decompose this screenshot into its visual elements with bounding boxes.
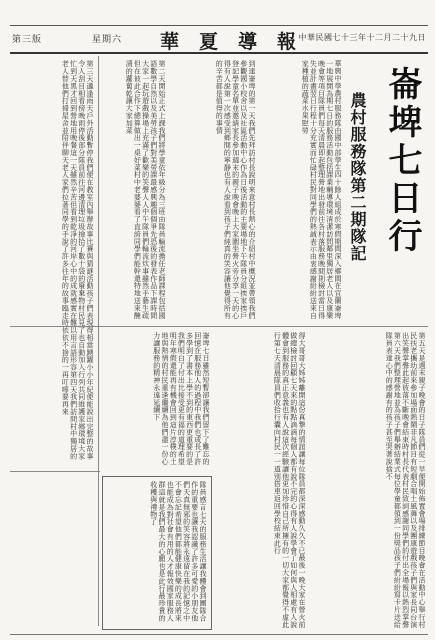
text-line: 後的發表作品下課時間大家一起玩遊戲操場上充滿了歡樂的笑聲人人 [141,60,158,319]
article-title: 崙埤七日行 [382,66,422,256]
text-line: 拉著同學的手說了許多往年的故事臨走時依依不捨的一再叮嚀要再來 [61,193,70,416]
text-line: 地與熱情的村民重逢繼續為他們盡一份心力讓服務的精神永遠延續下 [152,332,169,466]
text-line: 中午隊員們輪流炊事雖然手藝生疏但在彼此合作下總算做出一桌好菜 [133,60,150,319]
text-line: 隊員感言七天的服務生活讓我體會到團隊合作的重要也讓我認識了許 [190,481,207,622]
text-line: 在宜蘭崙埤一地展開為期七日的服務活動包括課業輔導環境清潔訪問 [325,60,342,319]
text-line: 這一天雖然辛苦但看到乾淨的河岸心中的成就感實在難以用言語形容 [69,148,78,371]
text-line: 第四天我們訪問村中獨居的老人替他們打掃屋舍並陪伴聊天老人家們 [61,60,78,460]
paper-title: 華夏導報 [160,31,317,53]
sidebar-text [107,481,207,625]
text-line: 村中老婆婆看了直誇同學們能幹還特地送來醃漬的蘿蔔乾讓大家加菜 [125,60,142,319]
text-line: 華興中學農村服務隊由國中部學生四十餘人組成於寒假期間深入鄉間 [334,60,342,282]
text-line: 也有人說看到孩子們純真的笑容讓他覺得所有的辛苦都是值得的事情 [215,60,232,319]
column-top-middle [170,60,256,322]
text-line: 也有人說這次經驗讓他更加珍惜自己所擁有的一切大家都覺得不虛此 [281,406,290,628]
text-line: 最後一晚大家在營火前做總檢討回顧七天來的點點滴滴每個人都有說 [289,332,306,628]
text-line: 前往各村落服務晚間則檢討當日得失並計畫翌日行程十分充實而忙碌 [309,60,326,319]
sidebar-box [102,476,212,630]
text-line: 動孩子們表現得相當踴躍小小年紀便能說出完整的故事令人刮目相看 [77,60,94,460]
text-line: 得大哥哥大姊姊離開這份真摯的情誼讓每位隊員都深深感動久久不已 [298,332,306,554]
text-line: 合唱土風舞以及團康遊戲孩子們與家長同台演出笑聲掌聲此起彼落不 [401,332,418,628]
weekday-label: 星期六 [92,35,123,45]
article-subtitle: 農村服務隊第二期隊記 [348,92,367,262]
text-line: 第二天開始正式上課我們將學童依年級分為三班由隊員輪流擔任老師 [158,60,166,282]
text-line: 多可愛的小朋友他們天真無邪的笑容將永遠留在我的記憶之中不會忘 [174,481,199,622]
text-line: 到達崙埤的第一天我們先拜訪村長說明來意村長熱心的介紹村中概況 [248,60,256,282]
text-line: 們也成長了許多學到了書本上學不到的東西更重要的是我們明白了付 [177,332,202,466]
text-line: 斷晚會結束時村長代表村民致詞感謝同學們的付出全場報以熱烈掌聲 [401,406,410,628]
text-line: 出比接受更有福的道理希望明年寒假還能再有機會回到這片淳樸的土 [169,332,186,466]
text-line: 並帶領我們參觀國小校舍以及社區活動中心作為日後活動的主要場地 [239,60,256,319]
text-line: 第六天我們整理營地並為孩子們舉辦結業式每位學童都領到一份獎品 [393,332,402,554]
text-line: 晚上大家圍坐營火旁分享一天的心得有人說第一次感受到鄉間的寧靜 [223,60,240,319]
page-label: 第三版 [12,35,43,45]
column-lower-far-left [12,476,94,628]
text-line: 第三天適逢雨天戶外活動暫停我們便在教室內舉辦故事比賽與猜謎活 [86,60,94,282]
column-top-left [102,60,166,322]
text-line: 記希望他們都能健康快樂的成長將來也能成為對社會有用的人才報效 [166,481,183,622]
article-body [10,56,428,635]
text-line: 村民對同學們的熱誠表示由衷感謝紛紛送來自家種植的蔬菜水果慰勞 [301,60,318,319]
masthead [10,25,428,54]
column-top-right [260,60,342,322]
text-line: 行第七天清晨隊員們收拾行囊向村民一一道別搭車返回學校結束此行 [273,332,282,554]
column-bottom-right [310,332,426,628]
column-far-left [12,60,94,466]
text-line: 課程包括國語數學自然以及美勞孩子們對美勞課最感興趣個個爭先恐 [149,60,166,319]
column-divider [98,56,99,626]
column-bottom-middle [214,332,306,628]
text-line: 第五天是週末親子晚會的日子隊員們從一早便開始佈置會場排練節目 [418,332,426,554]
text-line: 了也自動加入行列共同維護家鄉環境大家忙到天黑才回到營地用晚餐 [69,60,86,460]
text-line: 鄰里獨居老人以及康樂晚會等項目隊員們每天清晨即起整理營地出發 [317,60,334,319]
column-bottom-left [102,332,210,472]
text-line: 崙埤七日雖然短暫卻讓我們留下了難忘的回憶在服務他人的過程中我 [193,332,210,466]
issue-date: 中華民國七十三年十二月二十九日 [298,33,426,42]
text-line: 孩子們紛紛寫卡片送給隊員表達心中的感謝有的孩子甚至哭著說捨不 [385,332,402,628]
text-line: 下午隊員分組挨家挨戶登記學童名單並邀請家長參加週末的親子晚會 [231,60,248,319]
text-line: 晚會在活動中心舉行村民扶老攜幼前來參加場面熱鬧非凡節目有短劇 [409,332,426,628]
tier-divider-lower [10,471,100,472]
text-line: 不完的心得有人說學會了如何與人相處有人說體會到服務的真正意義 [281,332,298,628]
text-line: 傍晚雨停後部分隊員前往河邊清理垃圾撿拾了數十袋的廢棄物村民見 [77,104,86,327]
text-line: 國家服務人群這就是我們最大的心願也是此行最珍貴的收穫與禮物了 [149,481,175,622]
